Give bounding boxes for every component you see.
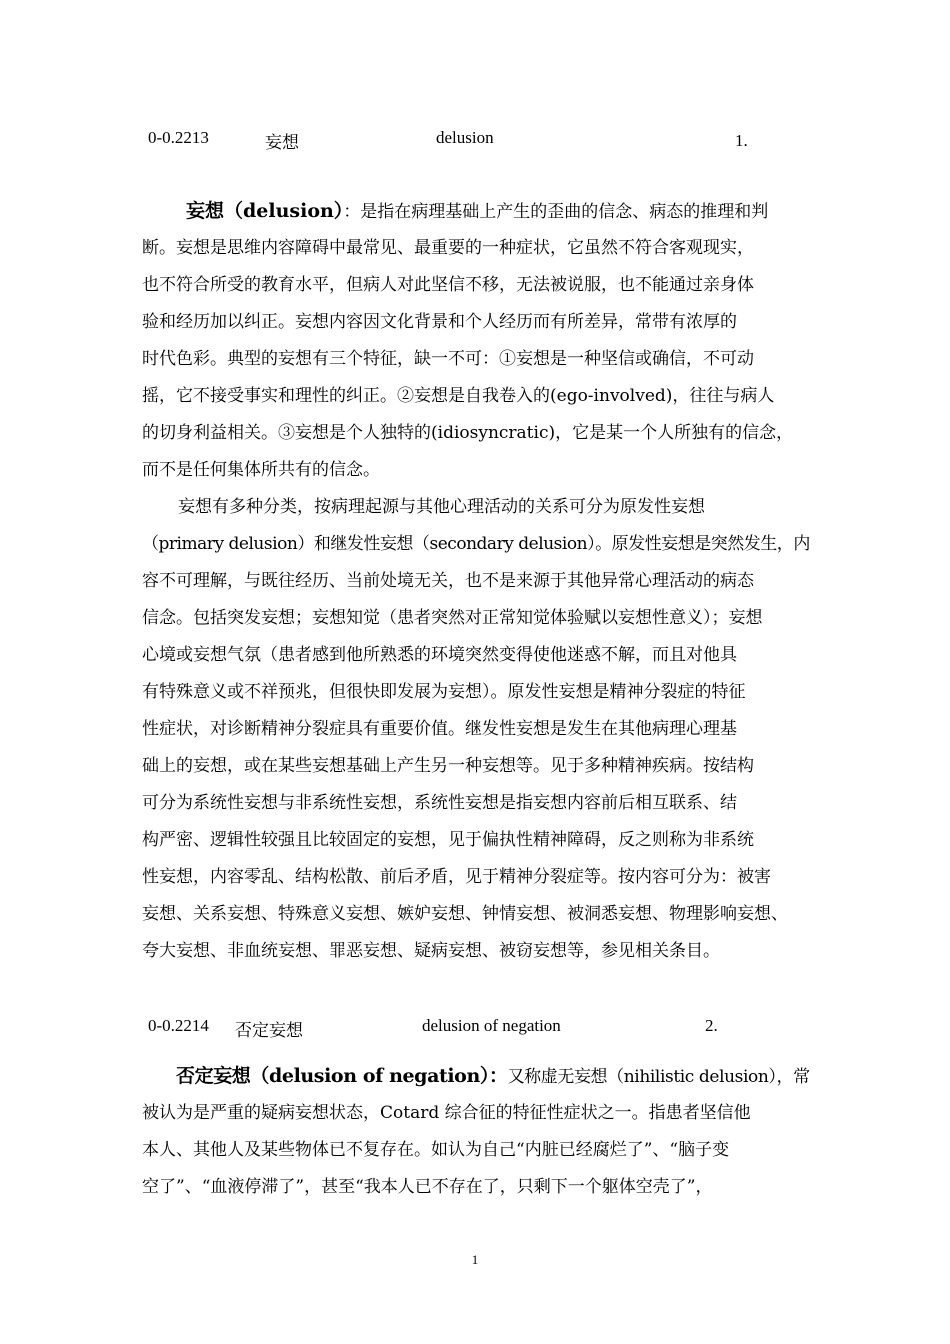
paragraph-line: 容不可理解，与既往经历、当前处境无关，也不是来源于其他异常心理活动的病态 bbox=[142, 571, 754, 591]
paragraph-line: 妄想（delusion）：是指在病理基础上产生的歪曲的信念、病态的推理和判 bbox=[186, 200, 769, 222]
paragraph-line: 的切身利益相关。③妄想是个人独特的(idiosyncratic)，它是某一个人所独有的信念， bbox=[142, 423, 794, 443]
paragraph-line: 本人、其他人及某些物体已不复存在。如认为自己“内脏已经腐烂了”、“脑子变 bbox=[142, 1140, 730, 1160]
paragraph-line: （primary delusion）和继发性妄想（secondary delusion）。原发性妄想是突然发生，内 bbox=[142, 534, 810, 554]
paragraph-line: 时代色彩。典型的妄想有三个特征，缺一不可：①妄想是一种坚信或确信，不可动 bbox=[142, 349, 754, 369]
paragraph-line: 夸大妄想、非血统妄想、罪恶妄想、疑病妄想、被窃妄想等，参见相关条目。 bbox=[142, 941, 720, 961]
paragraph-line: 础上的妄想，或在某些妄想基础上产生另一种妄想等。见于多种精神疾病。按结构 bbox=[142, 756, 754, 776]
paragraph-line: 信念。包括突发妄想；妄想知觉（患者突然对正常知觉体验赋以妄想性意义）；妄想 bbox=[142, 608, 763, 628]
term-heading: 妄想（delusion） bbox=[186, 200, 344, 222]
paragraph-line: 性妄想，内容零乱、结构松散、前后矛盾，见于精神分裂症等。按内容可分为：被害 bbox=[142, 867, 771, 887]
paragraph-line: 被认为是严重的疑病妄想状态，Cotard 综合征的特征性症状之一。指患者坚信他 bbox=[142, 1103, 751, 1123]
paragraph-line: 性症状，对诊断精神分裂症具有重要价值。继发性妄想是发生在其他病理心理基 bbox=[142, 719, 737, 739]
paragraph-line: 也不符合所受的教育水平，但病人对此坚信不移，无法被说服，也不能通过亲身体 bbox=[142, 275, 754, 295]
entry-code: 0-0.2214 bbox=[148, 1016, 209, 1035]
paragraph-line: 而不是任何集体所共有的信念。 bbox=[142, 460, 380, 480]
entry-term: 否定妄想 bbox=[235, 1021, 303, 1040]
page-number: 1 bbox=[471, 1252, 479, 1267]
paragraph-line: 否定妄想（delusion of negation）：又称虚无妄想（nihilistic delusion），常 bbox=[176, 1065, 810, 1087]
entry-header-1 bbox=[0, 128, 950, 150]
entry-english: delusion bbox=[436, 128, 494, 147]
paragraph-line: 有特殊意义或不祥预兆，但很快即发展为妄想）。原发性妄想是精神分裂症的特征 bbox=[142, 682, 746, 702]
entry-english: delusion of negation bbox=[422, 1016, 561, 1035]
definition-paragraph-3 bbox=[142, 1058, 810, 1206]
paragraph-line: 断。妄想是思维内容障碍中最常见、最重要的一种症状，它虽然不符合客观现实， bbox=[142, 238, 754, 258]
entry-header-2 bbox=[0, 1016, 950, 1038]
paragraph-line: 摇，它不接受事实和理性的纠正。②妄想是自我卷入的(ego-involved)，往往与病人 bbox=[142, 386, 775, 406]
paragraph-line: 构严密、逻辑性较强且比较固定的妄想，见于偏执性精神障碍，反之则称为非系统 bbox=[142, 830, 754, 850]
entry-index: 2. bbox=[705, 1016, 718, 1035]
paragraph-line: 可分为系统性妄想与非系统性妄想，系统性妄想是指妄想内容前后相互联系、结 bbox=[142, 793, 737, 813]
entry-code: 0-0.2213 bbox=[148, 128, 209, 147]
paragraph-line: 空了”、“血液停滞了”，甚至“我本人已不存在了，只剩下一个躯体空壳了”， bbox=[142, 1177, 713, 1197]
term-heading: 否定妄想（delusion of negation）： bbox=[176, 1065, 508, 1087]
paragraph-line: 心境或妄想气氛（患者感到他所熟悉的环境突然变得使他迷惑不解，而且对他具 bbox=[142, 645, 737, 665]
paragraph-line: 验和经历加以纠正。妄想内容因文化背景和个人经历而有所差异，常带有浓厚的 bbox=[142, 312, 737, 332]
paragraph-line: 妄想、关系妄想、特殊意义妄想、嫉妒妄想、钟情妄想、被洞悉妄想、物理影响妄想、 bbox=[142, 904, 788, 924]
paragraph-line: 妄想有多种分类，按病理起源与其他心理活动的关系可分为原发性妄想 bbox=[178, 497, 705, 517]
entry-index: 1. bbox=[735, 131, 748, 150]
definition-paragraph-2 bbox=[142, 489, 810, 970]
definition-paragraph-1 bbox=[142, 193, 810, 489]
entry-term: 妄想 bbox=[265, 133, 299, 152]
